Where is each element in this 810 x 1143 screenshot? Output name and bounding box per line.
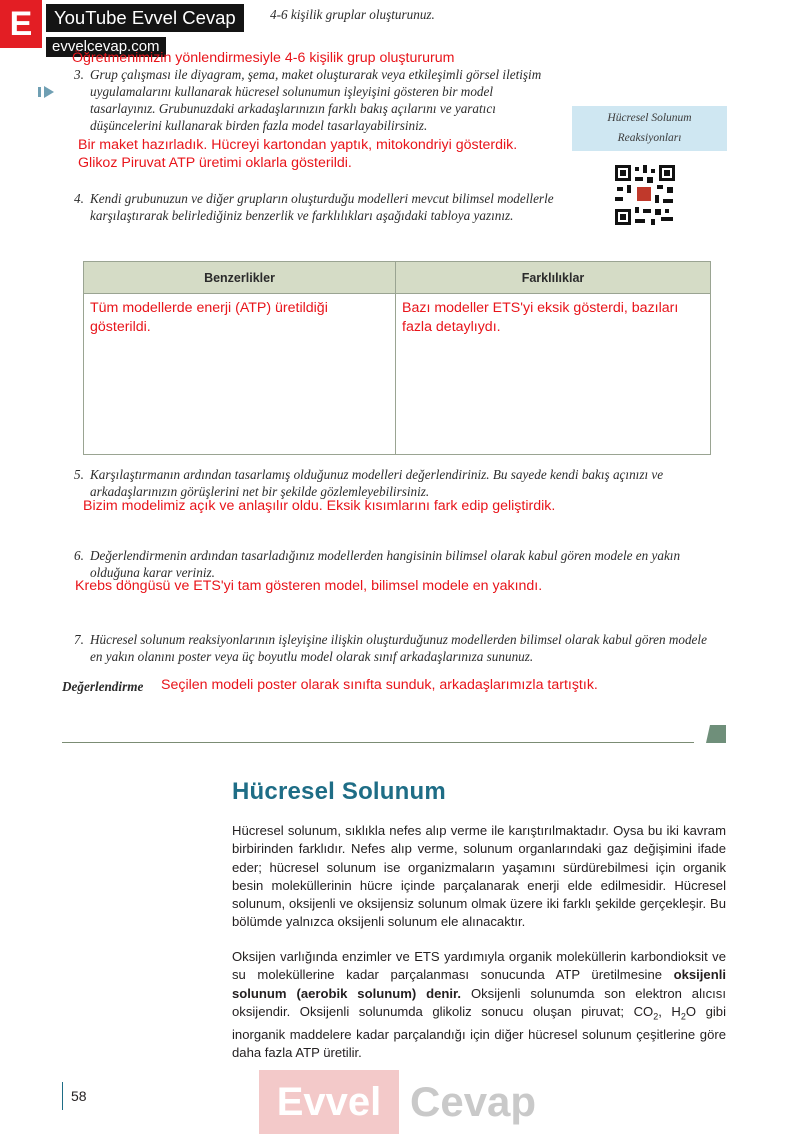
paragraph-text: Oksijenli solunumda son elektron alıcısı oksijendir. Oksijenli solunumda glikoliz sonucu oluşan piruvat; CO (232, 985, 726, 1019)
paragraph-aerobic (232, 948, 726, 1062)
section-divider (62, 742, 694, 743)
side-box-title: Hücresel Solunum (607, 112, 692, 124)
subscript: 2 (653, 1011, 659, 1022)
site-url-label: evvelcevap.com (46, 37, 166, 57)
prev-item-text: 4-6 kişilik gruplar oluşturunuz. (270, 7, 435, 22)
paragraph-intro: Hücresel solunum, sıklıkla nefes alıp verme ile karıştırılmaktadır. Oysa bu iki kavram birbirinden farklıdır. Nefes alıp verme, solunum organlarındaki gaz değişimini ifade eder; hücresel solunum ise organizmaların yaşamını sürdürebilmesi için organik besin moleküllerinin hücre içinde parçalanarak enerji elde edilmesidir. Hücresel solunum, oksijenli ve oksijensiz solunum olmak üzere iki farklı şekilde gerçekleşir. Bu bölümde yalnızca oksijenli solunum ele alınacaktır. (232, 823, 726, 930)
info-side-box (572, 106, 727, 151)
item-text: Kendi grubunuzun ve diğer grupların oluşturduğu modelleri mevcut bilimsel modellerle karşılaştırarak belirlediğiniz benzerlik ve farklılıkları aşağıdaki tabloya yazınız. (90, 191, 554, 223)
side-box-subtitle: Reaksiyonları (617, 132, 682, 144)
similarities-answer: Tüm modellerde enerji (ATP) üretildiği gösterildi. (90, 300, 328, 335)
table-header-similarities: Benzerlikler (84, 262, 396, 294)
qr-code-icon[interactable] (613, 163, 677, 227)
item-number: 5. (74, 467, 84, 482)
activity-item-6 (74, 547, 714, 581)
answer-item-3-line2: Glikoz Piruvat ATP üretimi oklarla gösterildi. (78, 155, 352, 171)
item-text: Grup çalışması ile diyagram, şema, maket oluşturarak veya etkileşimli görsel iletişim uygulamalarını kullanarak hücresel solunumun işleyişini gösteren bir model tasarlayınız. Grubunuzdaki arkadaşlarınızın farklı bakış açılarını ve yaratıcı düşüncelerini kullanarak birden fazla model tasarlayabilirsiniz. (90, 67, 542, 133)
definition-term: oksijenli solunum (aerobik solunum) denir. (232, 967, 726, 1001)
evaluation-label: Değerlendirme (62, 679, 144, 694)
item-number: 3. (74, 67, 84, 82)
comparison-table (83, 261, 711, 455)
item-number: 4. (74, 191, 84, 206)
brand-logo: E (0, 0, 42, 48)
paragraph-text: , H (658, 1003, 681, 1019)
differences-answer: Bazı modeller ETS'yi eksik gösterdi, bazıları fazla detaylıydı. (402, 300, 679, 335)
activity-item-3 (74, 66, 548, 134)
item-text: Hücresel solunum reaksiyonlarının işleyişine ilişkin oluşturduğunuz modellerden bilimsel olarak kabul gören modele en yakın olanını poster veya üç boyutlu model olarak sınıf arkadaşlarınıza sununuz. (90, 632, 707, 664)
table-cell-similarities[interactable] (84, 294, 396, 455)
youtube-channel-label: YouTube Evvel Cevap (46, 4, 244, 32)
answer-item-3-line1: Bir maket hazırladık. Hücreyi kartondan yaptık, mitokondriyi gösterdik. (78, 137, 518, 153)
answer-item-5: Bizim modelimiz açık ve anlaşılır oldu. Eksik kısımlarını fark edip geliştirdik. (83, 498, 556, 514)
subscript: 2 (680, 1011, 686, 1022)
play-arrow-icon (38, 85, 58, 99)
paragraph-text: O gibi inorganik maddelere kadar parçalandığı için diğer hücresel solunum çeşitlerine göre daha fazla ATP üretilir. (232, 1003, 726, 1061)
answer-item-6: Krebs döngüsü ve ETS'yi tam gösteren model, bilimsel modele en yakındı. (75, 578, 543, 594)
activity-item-7 (74, 631, 714, 665)
page-number: 58 (62, 1082, 87, 1110)
activity-item-5 (74, 466, 714, 500)
item-number: 6. (74, 548, 84, 563)
footer-brand-cevap: Cevap (410, 1078, 537, 1125)
evaluation-answer: Seçilen modeli poster olarak sınıfta sunduk, arkadaşlarımızla tartıştık. (161, 677, 598, 693)
item-number: 7. (74, 632, 84, 647)
answer-item-2: Öğretmenimizin yönlendirmesiyle 4-6 kişilik grup oluştururum (72, 50, 455, 66)
item-text: Karşılaştırmanın ardından tasarlamış olduğunuz modelleri değerlendiriniz. Bu sayede kendi bakış açınızı ve arkadaşlarınızın görüşlerini net bir şekilde gözlemleyebilirsiniz. (90, 467, 664, 499)
table-cell-differences[interactable] (396, 294, 711, 455)
footer-brand-evvel: Evvel (259, 1070, 399, 1134)
activity-item-4 (74, 190, 584, 224)
item-text: Değerlendirmenin ardından tasarladığınız modellerden hangisinin bilimsel olarak kabul gören modele en yakın olduğuna karar veriniz. (90, 548, 681, 580)
section-tab-marker (706, 725, 726, 743)
table-header-differences: Farklılıklar (396, 262, 711, 294)
paragraph-text: Oksijen varlığında enzimler ve ETS yardımıyla organik moleküllerin karbondioksit ve su moleküllerine kadar parçalanması sonucunda ATP üretilmesine (232, 949, 726, 983)
section-title: Hücresel Solunum (232, 778, 446, 805)
